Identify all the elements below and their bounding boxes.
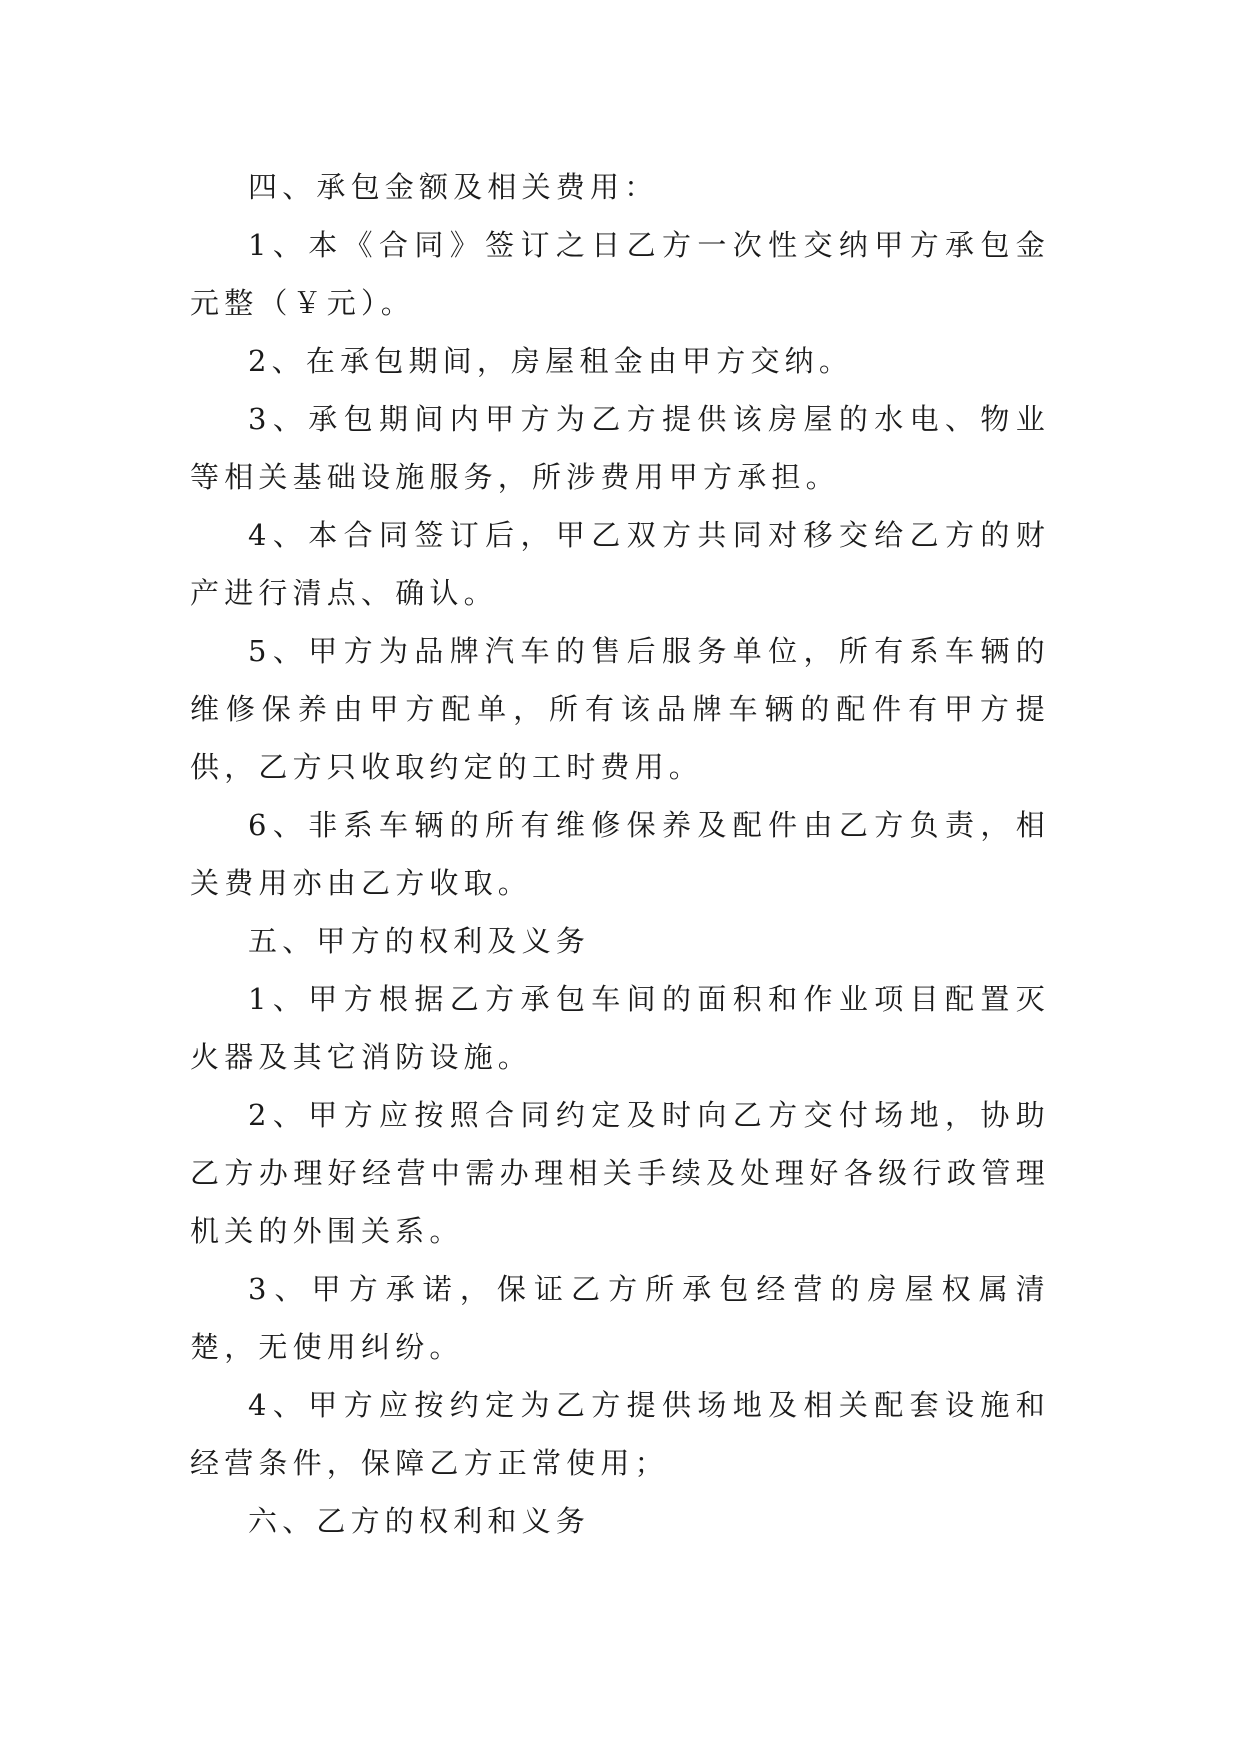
document-body (190, 158, 1050, 1550)
section-heading-party-a: 五、甲方的权利及义务 (248, 924, 591, 958)
section-heading-fee: 四、承包金额及相关费用： (248, 170, 659, 204)
clause-paragraph: 1、本《合同》签订之日乙方一次性交纳甲方承包金元整（￥元）。 (190, 228, 1050, 320)
clause-paragraph: 3、承包期间内甲方为乙方提供该房屋的水电、物业等相关基础设施服务，所涉费用甲方承担。 (190, 402, 1050, 494)
clause-paragraph: 2、甲方应按照合同约定及时向乙方交付场地，协助乙方办理好经营中需办理相关手续及处理好各级行政管理机关的外围关系。 (190, 1098, 1050, 1248)
clause-paragraph: 4、甲方应按约定为乙方提供场地及相关配套设施和经营条件，保障乙方正常使用； (190, 1388, 1050, 1480)
section-heading-party-b: 六、乙方的权利和义务 (248, 1504, 591, 1538)
clause-paragraph: 4、本合同签订后，甲乙双方共同对移交给乙方的财产进行清点、确认。 (190, 518, 1050, 610)
clause-paragraph: 5、甲方为品牌汽车的售后服务单位，所有系车辆的维修保养由甲方配单，所有该品牌车辆的配件有甲方提供，乙方只收取约定的工时费用。 (190, 634, 1050, 784)
clause-paragraph: 1、甲方根据乙方承包车间的面积和作业项目配置灭火器及其它消防设施。 (190, 982, 1050, 1074)
clause-paragraph: 6、非系车辆的所有维修保养及配件由乙方负责，相关费用亦由乙方收取。 (190, 808, 1050, 900)
clause-paragraph: 2、在承包期间，房屋租金由甲方交纳。 (248, 344, 854, 378)
clause-paragraph: 3、甲方承诺，保证乙方所承包经营的房屋权属清楚，无使用纠纷。 (190, 1272, 1050, 1364)
